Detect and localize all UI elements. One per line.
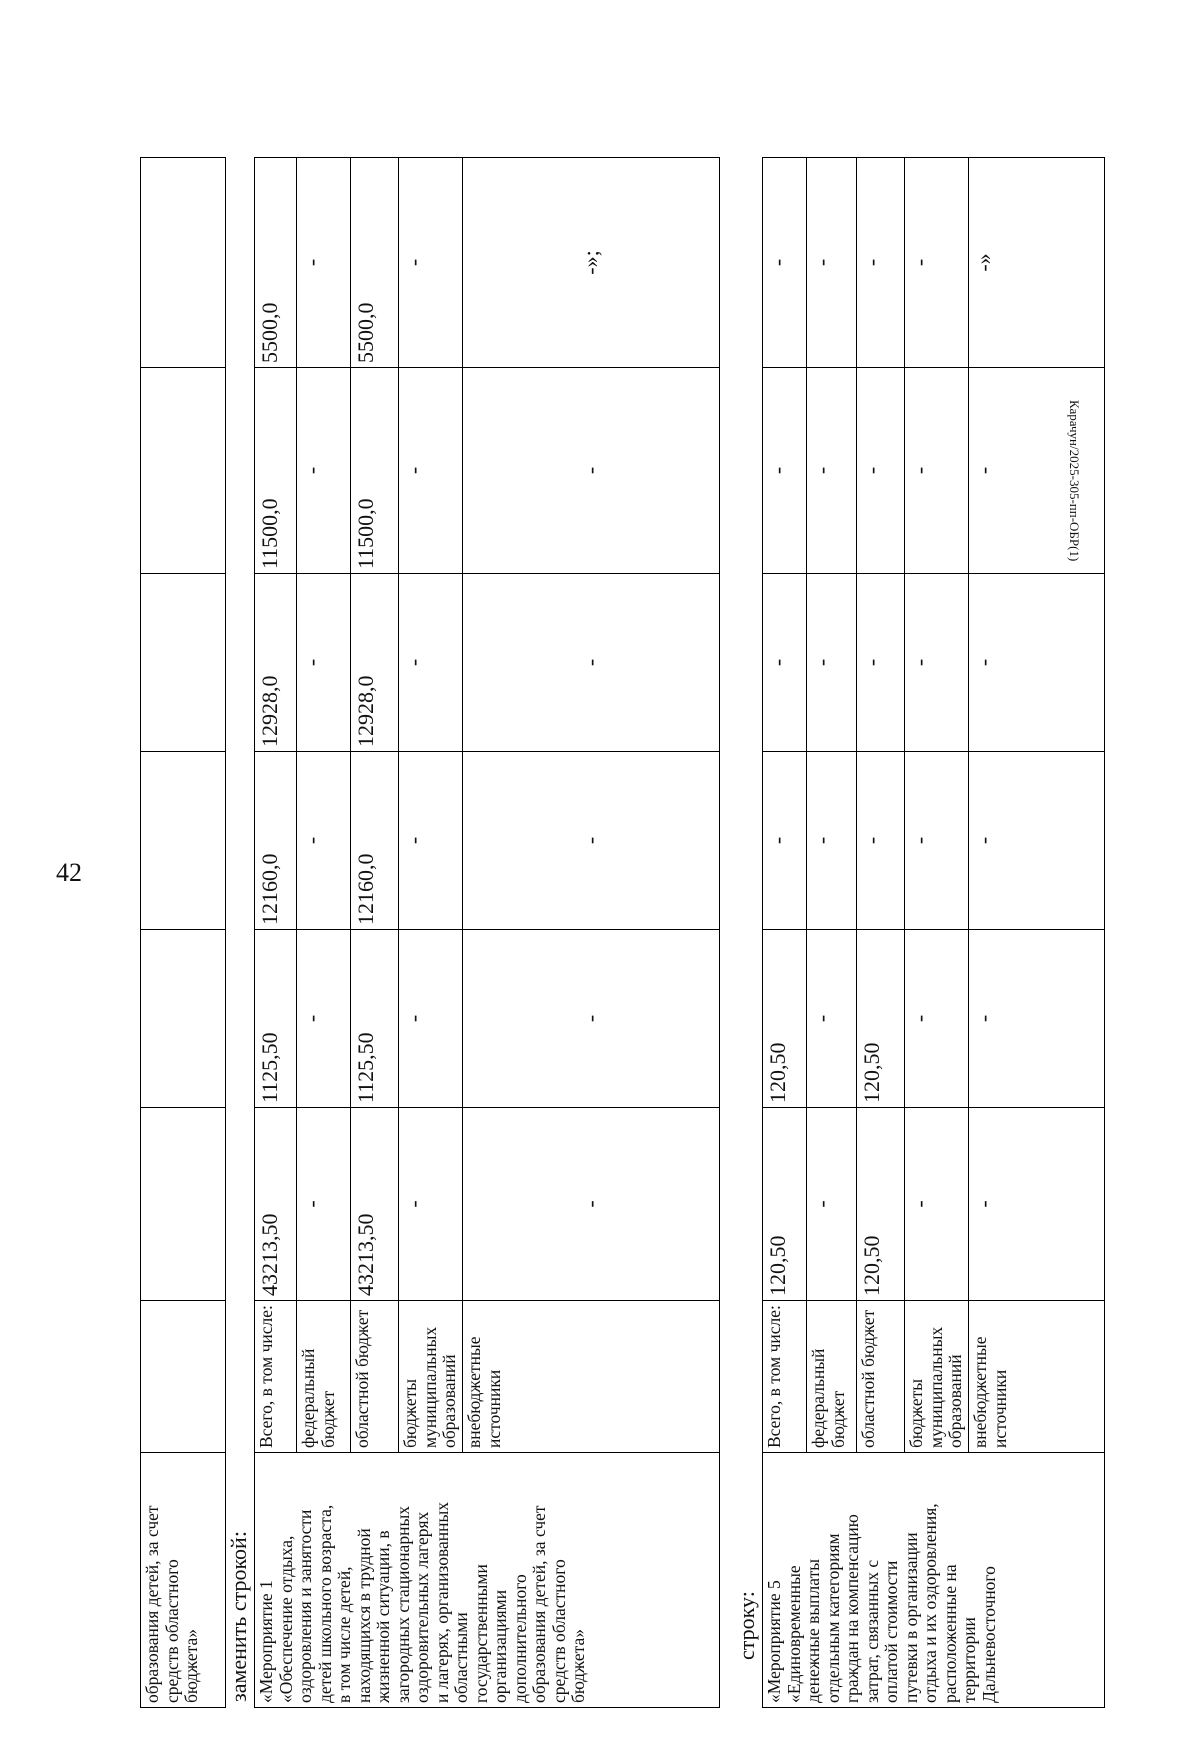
measure-name-cell: «Мероприятие 5 «Единовременные денежные выплаты отдельным категориям граждан на компенсацию затрат, связанных с оплатой стоимости путевки в организации отдыха и их оздоровления, расположенные на территории Дальневосточного — [763, 1453, 1105, 1708]
value-cell: 120,50 — [763, 930, 807, 1108]
table-row — [141, 158, 226, 1708]
replace-label: заменить строкой: — [226, 1531, 251, 1702]
value-cell: - — [857, 368, 905, 574]
value-cell: - — [297, 1108, 351, 1301]
value-cell: 1125,50 — [351, 930, 399, 1108]
value-cell: - — [905, 158, 969, 368]
measure-5-table — [762, 157, 1105, 1708]
value-cell: - — [905, 1108, 969, 1301]
source-cell: областной бюджет — [857, 1301, 905, 1453]
table-cell — [141, 368, 226, 574]
value-cell: - — [905, 368, 969, 574]
value-cell: - — [463, 930, 720, 1108]
rotated-document-content — [140, 158, 1120, 1708]
value-cell: - — [297, 158, 351, 368]
source-cell: областной бюджет — [351, 1301, 399, 1453]
table-cell — [141, 752, 226, 930]
value-cell: - — [399, 930, 463, 1108]
value-cell: - — [297, 930, 351, 1108]
value-cell: - — [969, 368, 1105, 574]
value-cell: - — [905, 752, 969, 930]
value-cell: - — [463, 368, 720, 574]
value-cell: 11500,0 — [255, 368, 297, 574]
value-cell: 12928,0 — [351, 574, 399, 752]
value-cell: - — [763, 368, 807, 574]
measure-name-cell: «Мероприятие 1 «Обеспечение отдыха, оздоровления и занятости детей школьного возраста, в том числе детей, находящихся в трудной жизненной ситуации, в загородных стационарных оздоровительных лагерях и лагерях, организованных областными государственными организациями дополнительного образования детей, за счет средств областного бюджета» — [255, 1453, 720, 1708]
source-cell: внебюджетные источники — [463, 1301, 720, 1453]
value-cell: - — [807, 1108, 857, 1301]
source-cell: Всего, в том числе: — [763, 1301, 807, 1453]
source-cell: бюджеты муниципальных образований — [905, 1301, 969, 1453]
table-cell — [141, 930, 226, 1108]
table-row — [255, 158, 297, 1708]
measure-1-table — [254, 157, 720, 1708]
value-cell: -»; — [463, 158, 720, 368]
value-cell: - — [857, 158, 905, 368]
value-cell: - — [399, 752, 463, 930]
value-cell: - — [905, 574, 969, 752]
value-cell: - — [807, 158, 857, 368]
value-cell: - — [807, 752, 857, 930]
value-cell: 12160,0 — [351, 752, 399, 930]
value-cell: - — [807, 930, 857, 1108]
value-cell: 43213,50 — [255, 1108, 297, 1301]
value-cell: 120,50 — [763, 1108, 807, 1301]
value-cell: - — [905, 930, 969, 1108]
page-number: 42 — [56, 858, 82, 887]
value-cell: - — [969, 574, 1105, 752]
footer-code-text: Карачун/2025-305-пп-ОБР(1) — [1067, 400, 1082, 562]
value-cell: - — [399, 574, 463, 752]
table-cell — [141, 1301, 226, 1453]
value-cell: - — [763, 752, 807, 930]
value-cell: - — [463, 1108, 720, 1301]
row-label: строку: — [734, 1591, 759, 1660]
table-row — [763, 158, 807, 1708]
source-cell: внебюджетные источники — [969, 1301, 1105, 1453]
value-cell: - — [969, 752, 1105, 930]
value-cell: - — [807, 574, 857, 752]
value-cell: 120,50 — [857, 930, 905, 1108]
table-cell — [141, 1108, 226, 1301]
value-cell: 120,50 — [857, 1108, 905, 1301]
value-cell: - — [297, 368, 351, 574]
continuation-table — [140, 157, 226, 1708]
value-cell: - — [857, 752, 905, 930]
measure-name-cell: образования детей, за счет средств областного бюджета» — [141, 1453, 226, 1708]
table-cell — [141, 574, 226, 752]
value-cell: - — [399, 368, 463, 574]
value-cell: -» — [969, 158, 1105, 368]
source-cell: федеральный бюджет — [807, 1301, 857, 1453]
value-cell: 1125,50 — [255, 930, 297, 1108]
value-cell: - — [297, 752, 351, 930]
source-cell: бюджеты муниципальных образований — [399, 1301, 463, 1453]
value-cell: - — [969, 930, 1105, 1108]
value-cell: - — [297, 574, 351, 752]
value-cell: - — [807, 368, 857, 574]
value-cell: - — [969, 1108, 1105, 1301]
value-cell: - — [857, 574, 905, 752]
value-cell: 5500,0 — [255, 158, 297, 368]
value-cell: - — [463, 752, 720, 930]
value-cell: 11500,0 — [351, 368, 399, 574]
value-cell: - — [399, 1108, 463, 1301]
table-cell — [141, 158, 226, 368]
value-cell: 5500,0 — [351, 158, 399, 368]
source-cell: федеральный бюджет — [297, 1301, 351, 1453]
value-cell: 43213,50 — [351, 1108, 399, 1301]
value-cell: 12160,0 — [255, 752, 297, 930]
value-cell: - — [763, 574, 807, 752]
source-cell: Всего, в том числе: — [255, 1301, 297, 1453]
value-cell: - — [463, 574, 720, 752]
value-cell: 12928,0 — [255, 574, 297, 752]
value-cell: - — [763, 158, 807, 368]
value-cell: - — [399, 158, 463, 368]
